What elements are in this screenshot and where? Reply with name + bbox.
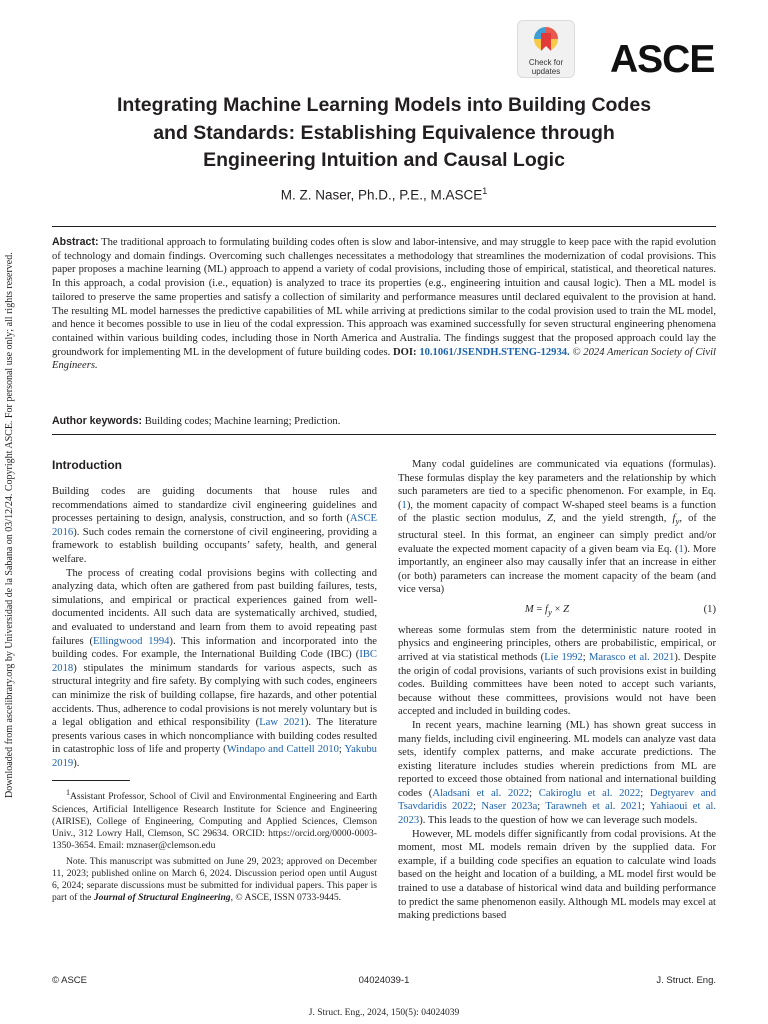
right-paragraph-3: In recent years, machine learning (ML) has shown great success in many fields, including civil engineering. ML models can analyze vast data sets, identify complex patterns, and make accurate predictions. The existing literature includes studies wherein predictions from ML are reported to exceed those obtained from national and international building codes (Aladsani et al. 2022; Cakiroglu et al. 2022; Degtyarev and Tsavdaridis 2022; Naser 2023a; Tarawneh et al. 2021; Yahiaoui et al. 2023). This leads to the question of how we can leverage such models.	[398, 719, 717, 827]
intro-paragraph-2: The process of creating codal provisions begins with collecting and analyzing data, which often are gathered from past building failures, tests, simulations, and empirical or practical experiences gained from well-documented incidents. All such data are systematically archived, studied, and evaluated to understand and learn from them to avoid repeating past failures (Ellingwood 1994). This information and incorporated into the building codes. For example, the International Building Code (IBC) (IBC 2018) stipulates the minimum standards for various aspects, such as structural integrity and fire safety. By complying with such codes, engineers can minimize the risk of building collapse, fire hazards, and other potential accidents. Thus, adherence to codal provisions is not merely voluntary but is a legal obligation and ethical responsibility (Law 2021). The literature presents various cases in which noncompliance with building codes resulted in catastrophic loss of life and property (Windapo and Cattell 2010; Yakubu 2019).	[52, 567, 377, 769]
citation-link[interactable]: Lie 1992	[544, 651, 583, 663]
download-notice-text: Downloaded from ascelibrary.org by Universidad de la Sabana on 03/12/24. Copyright ASCE. For personal use only; all rights reserved.	[4, 252, 15, 798]
abstract-label: Abstract:	[52, 236, 99, 248]
keywords-text: Building codes; Machine learning; Prediction.	[144, 416, 341, 427]
paper-title: Integrating Machine Learning Models into Building Codes and Standards: Establishing Equivalence through Engineering Intuition and Causal Logic	[116, 94, 652, 171]
doi-link[interactable]: 10.1061/JSENDH.STENG-12934.	[419, 346, 570, 358]
right-paragraph-1: Many codal guidelines are communicated via equations (formulas). These formulas display the key parameters and the relationship by which such parameters are tied to a specific phenomenon. For example, in Eq. (1), the moment capacity of compact W-shaped steel beams is a function of the plastic section modulus, Z, and the yield strength, $f_y$, of the structural steel. In this format, an engineer can simply predict and/or evaluate the expected moment capacity of a given beam via Eq. (1). More importantly, an engineer also may causally infer that an increase in either (or both) parameters can increase the moment capacity of the beam (and vice versa)	[398, 459, 717, 596]
equation-body: $M = f_y \times Z$	[524, 604, 570, 618]
introduction-heading: Introduction	[52, 458, 122, 472]
footer-journal: J. Struct. Eng.	[656, 975, 716, 986]
author-keywords	[52, 414, 716, 429]
citation-link[interactable]: Yahiaoui et al. 2023	[398, 801, 717, 827]
citation-link[interactable]: Ellingwood 1994	[93, 635, 170, 647]
submission-note: Note. This manuscript was submitted on June 29, 2023; approved on December 11, 2023; published online on March 6, 2024. Discussion period open until August 6, 2024; separate discussions must be submitted for individual papers. This paper is part of the Journal of Structural Engineering, © ASCE, ISSN 0733-9445.	[52, 855, 377, 903]
bookmark-icon	[531, 25, 561, 57]
citation-link[interactable]: Marasco et al. 2021	[588, 651, 675, 663]
citation-link[interactable]: ASCE 2016	[52, 513, 377, 538]
citation-link[interactable]: Cakiroglu et al. 2022	[538, 787, 641, 799]
abstract-top-rule	[52, 226, 716, 227]
author-line	[50, 186, 718, 203]
citation-link[interactable]: Tarawneh et al. 2021	[545, 801, 642, 813]
citation-link[interactable]: Yakubu 2019	[52, 744, 377, 769]
keywords-bottom-rule	[52, 434, 716, 435]
author-affiliation-mark: 1	[482, 186, 488, 196]
author-name: M. Z. Naser, Ph.D., P.E., M.ASCE	[280, 187, 483, 203]
citation-link[interactable]: Aladsani et al. 2022	[432, 787, 530, 799]
right-paragraph-2: whereas some formulas stem from the deterministic nature rooted in physics and engineering principles, others are probabilistic, empirical, or arrived at via statistical methods (Lie 1992; Marasco et al. 2021). Despite the origin of codal provisions, variants of such provisions exist in building codes. Building committees have been noted to accept such variants, because without these committees, provisions would not have been accepted and included in building codes.	[398, 624, 717, 718]
right-column	[398, 458, 716, 923]
citation-link[interactable]: Degtyarev and Tsavdaridis 2022	[398, 787, 717, 813]
equation-1	[398, 603, 716, 620]
abstract-text: The traditional approach to formulating building codes often is slow and labor-intensive, and may struggle to keep pace with the rapid evolution of technology and domain findings. Overcoming such challenges necessitates a methodology that streamlines the modernization of codal provisions. This paper proposes a machine learning (ML) approach to append a variety of codal provisions, including those of empirical, statistical, and theoretical natures. In this approach, a codal provision (i.e., equation) is analyzed to trace its properties (e.g., engineering intuition and causal logic). Then a ML model is tailored to preserve the same properties and satisfy a collection of similarity and performance measures until declared equivalent to the provision at hand. The resulting ML model harnesses the predictive capabilities of ML while arriving at predictions similar to the codal provision used to train the ML model, and hence it becomes possible to use in lieu of the codal expression. This approach was examined successfully for seven structural engineering phenomena contained within various building codes, including those in North America and Australia. The findings suggest that the proposed approach could lay the groundwork for implementing ML in the development of future building codes.	[52, 237, 716, 358]
asce-logo-text: ASCE	[610, 38, 715, 81]
doi-label: DOI:	[393, 346, 417, 358]
right-paragraph-4: However, ML models differ significantly from codal provisions. At the moment, most ML models remain driven by the supplied data. For example, if a building code specifies an equation to calculate wind loads based on the height and location of a building, a ML model first would be trained to use a database of historical wind data and building performance to predict the same phenomenon easily. Although ML models may excel at making predictions based	[398, 828, 716, 922]
copyright-notice: © 2024 American Society of Civil Engineers.	[52, 346, 716, 372]
equation-number: (1)	[703, 604, 716, 616]
check-for-updates-label: Check for updates	[528, 58, 564, 76]
check-for-updates-badge[interactable]	[517, 20, 575, 78]
journal-name: Journal of Structural Engineering	[93, 891, 231, 903]
intro-paragraph-1: Building codes are guiding documents that house rules and recommendations aimed to standardize civil engineering guidelines and processes pertaining to design, analysis, construction, and so forth (ASCE 2016). Such codes remain the cornerstone of civil engineering, providing a framework to establish building occupants’ safety, health, and general welfare.	[52, 486, 377, 565]
footer-citation: J. Struct. Eng., 2024, 150(5): 04024039	[308, 1008, 460, 1018]
citation-link[interactable]: Law 2021	[259, 717, 305, 729]
citation-link[interactable]: IBC 2018	[52, 649, 377, 674]
footer-page-id: 04024039-1	[358, 975, 410, 986]
citation-link[interactable]: Naser 2023a	[481, 801, 538, 813]
author-footnote: $^1$Assistant Professor, School of Civil and Environmental Engineering and Earth Sciences, Artificial Intelligence Research Institute for Science and Engineering (AIRISE), College of Engineering, Computing and Applied Sciences, Clemson Univ., 312 Lowry Hall, Clemson, SC 29634. ORCID: https://orcid.org/0000-0003-1350-3654. Email: mznaser@clemson.edu	[52, 788, 377, 851]
footer-copyright: © ASCE	[52, 975, 87, 986]
equation-reference[interactable]: 1	[401, 499, 407, 511]
equation-reference[interactable]: 1	[678, 543, 684, 555]
citation-link[interactable]: Windapo and Cattell 2010	[226, 744, 339, 756]
left-column	[52, 458, 377, 904]
footnote-rule	[52, 780, 130, 781]
download-notice	[4, 218, 18, 798]
keywords-label: Author keywords:	[52, 415, 143, 427]
abstract	[52, 236, 716, 373]
asce-logo	[610, 38, 718, 82]
footnotes	[52, 787, 377, 903]
